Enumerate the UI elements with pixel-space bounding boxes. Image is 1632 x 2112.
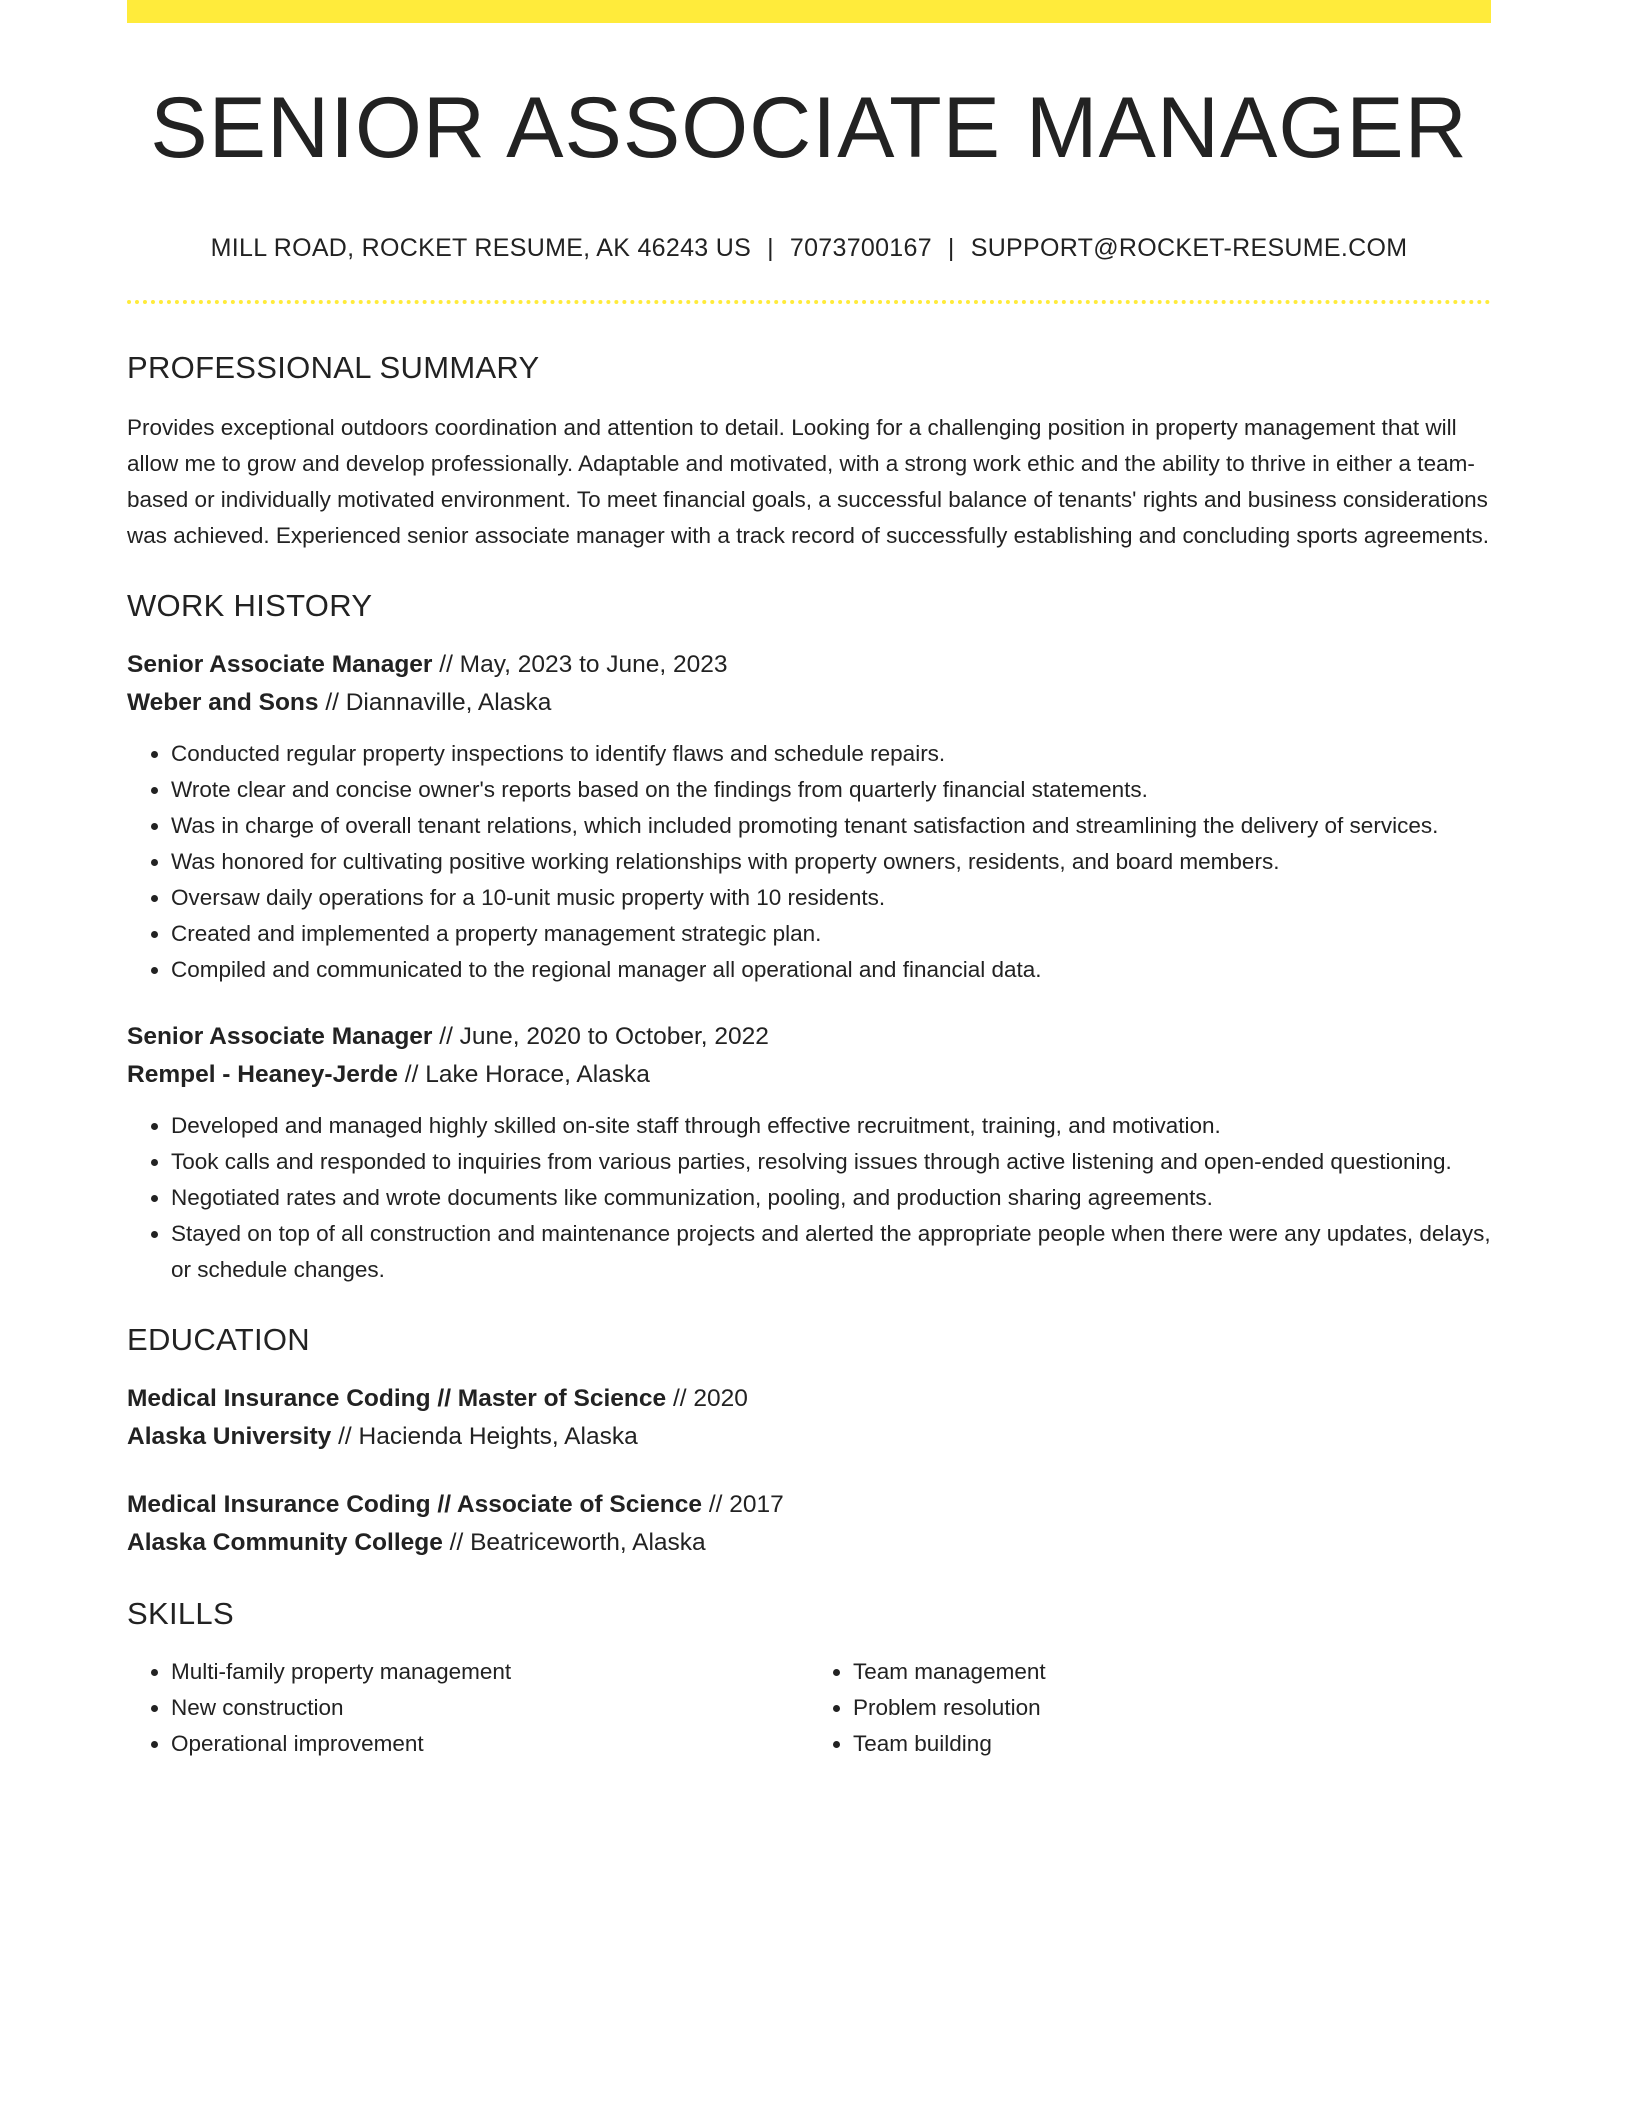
job-title: Senior Associate Manager [127, 650, 433, 678]
job-dates: // May, 2023 to June, 2023 [432, 650, 728, 678]
education-heading: EDUCATION [127, 1321, 310, 1357]
list-item: • Conducted regular property inspections to identify flaws and schedule repairs. [171, 736, 1491, 772]
list-item: • Team building [853, 1726, 1491, 1762]
summary-section [127, 350, 1491, 554]
list-item: • Oversaw daily operations for a 10-unit music property with 10 residents. [171, 880, 1491, 916]
school-location: // Beatriceworth, Alaska [442, 1528, 706, 1556]
degree-line [127, 1380, 1491, 1418]
education-entry [127, 1486, 1491, 1562]
work-history-section [127, 588, 1491, 1288]
contact-phone: 7073700167 [789, 233, 932, 262]
education-entry [127, 1380, 1491, 1456]
degree-line [127, 1486, 1491, 1524]
job-title: Senior Associate Manager [127, 1022, 433, 1050]
contact-address: MILL ROAD, ROCKET RESUME, AK 46243 US [210, 233, 752, 262]
school-name: Alaska Community College [127, 1528, 443, 1556]
contact-line [127, 234, 1491, 263]
degree-name: Medical Insurance Coding // Associate of Science [127, 1490, 703, 1518]
list-item: • Wrote clear and concise owner's reports based on the findings from quarterly financial statements. [171, 772, 1491, 808]
list-item: • Was honored for cultivating positive working relationships with property owners, residents, and board members. [171, 844, 1491, 880]
contact-separator: | [767, 233, 774, 262]
job-bullets [127, 1108, 1491, 1288]
skills-section [127, 1596, 1491, 1762]
skills-columns [127, 1654, 1491, 1762]
skills-heading: SKILLS [127, 1595, 234, 1631]
school-location: // Hacienda Heights, Alaska [331, 1422, 638, 1450]
school-line [127, 1418, 1491, 1456]
list-item: • Team management [853, 1654, 1491, 1690]
header-divider [127, 300, 1491, 304]
degree-name: Medical Insurance Coding // Master of Science [127, 1384, 667, 1412]
top-accent-bar [127, 0, 1491, 23]
degree-year: // 2017 [702, 1490, 784, 1518]
job-title-line [127, 646, 1491, 684]
degree-year: // 2020 [666, 1384, 748, 1412]
job-location: // Diannaville, Alaska [318, 688, 552, 716]
summary-text: Provides exceptional outdoors coordination and attention to detail. Looking for a challenging position in property management that will allow me to grow and develop professionally. Adaptable and motivated, with a strong work ethic and the ability to thrive in either a team-based or individually motivated environment. To meet financial goals, a successful balance of tenants' rights and business considerations was achieved. Experienced senior associate manager with a track record of successfully establishing and concluding sports agreements. [127, 414, 1489, 548]
job-entry [127, 646, 1491, 988]
job-company-line [127, 1056, 1491, 1094]
job-company: Rempel - Heaney-Jerde [127, 1060, 398, 1088]
list-item: • Compiled and communicated to the regional manager all operational and financial data. [171, 952, 1491, 988]
work-history-heading: WORK HISTORY [127, 587, 373, 623]
job-title-line [127, 1018, 1491, 1056]
resume-page [127, 0, 1491, 1762]
skills-list-right [809, 1654, 1491, 1762]
contact-separator: | [947, 233, 955, 262]
list-item: • Created and implemented a property management strategic plan. [171, 916, 1491, 952]
list-item: • Operational improvement [171, 1726, 809, 1762]
school-name: Alaska University [127, 1422, 332, 1450]
list-item: • Was in charge of overall tenant relations, which included promoting tenant satisfaction and streamlining the delivery of services. [171, 808, 1491, 844]
list-item: • Multi-family property management [171, 1654, 809, 1690]
job-company: Weber and Sons [127, 688, 319, 716]
summary-heading: PROFESSIONAL SUMMARY [127, 349, 540, 385]
list-item: • Took calls and responded to inquiries from various parties, resolving issues through active listening and open-ended questioning. [171, 1144, 1491, 1180]
list-item: • Negotiated rates and wrote documents like communization, pooling, and production sharing agreements. [171, 1180, 1491, 1216]
job-entry [127, 1018, 1491, 1288]
job-company-line [127, 684, 1491, 722]
job-bullets [127, 736, 1491, 988]
education-section [127, 1322, 1491, 1562]
skills-list-left [127, 1654, 809, 1762]
job-location: // Lake Horace, Alaska [397, 1060, 650, 1088]
list-item: • Developed and managed highly skilled on-site staff through effective recruitment, training, and motivation. [171, 1108, 1491, 1144]
list-item: • Stayed on top of all construction and maintenance projects and alerted the appropriate people when there were any updates, delays, or schedule changes. [171, 1216, 1491, 1288]
contact-email: SUPPORT@ROCKET-RESUME.COM [970, 233, 1408, 262]
resume-title: SENIOR ASSOCIATE MANAGER [150, 80, 1468, 176]
job-dates: // June, 2020 to October, 2022 [432, 1022, 769, 1050]
list-item: • New construction [171, 1690, 809, 1726]
school-line [127, 1524, 1491, 1562]
list-item: • Problem resolution [853, 1690, 1491, 1726]
